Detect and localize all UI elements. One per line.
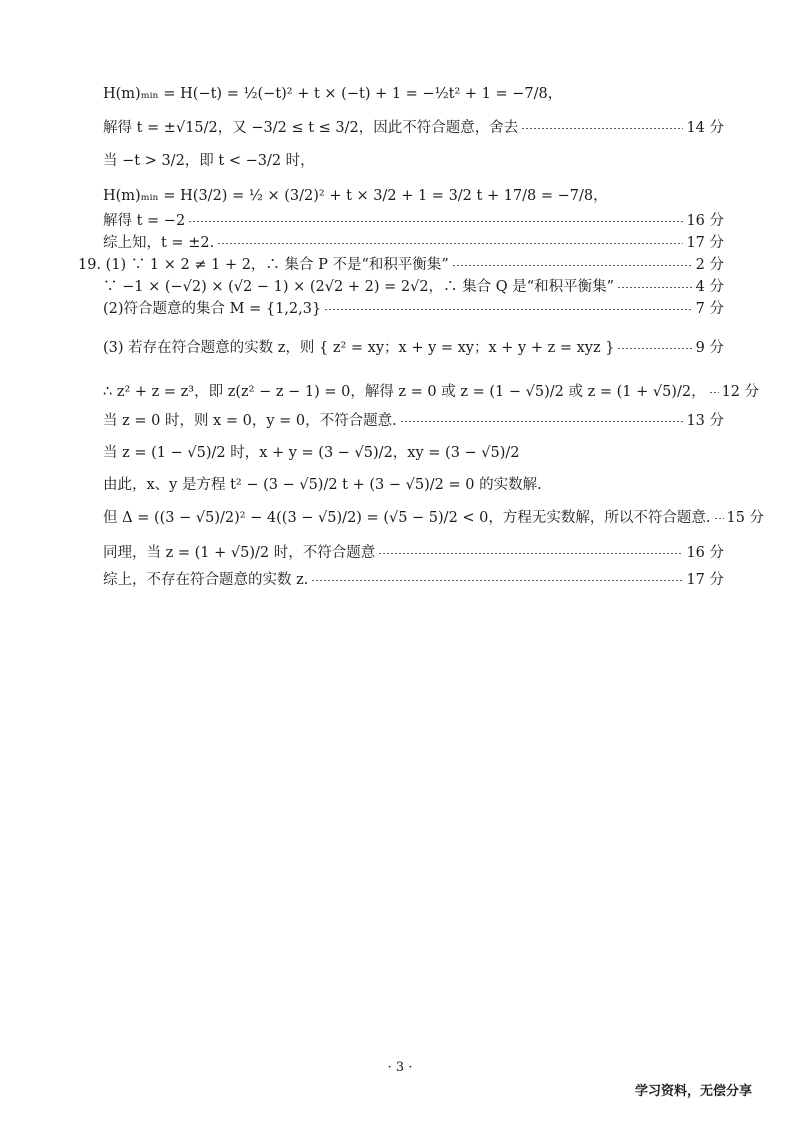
line-text: 19. (1) ∵ 1 × 2 ≠ 1 + 2，∴ 集合 P 不是“和积平衡集” — [78, 257, 449, 273]
solution-line — [103, 279, 724, 296]
line-text: 综上知，t = ±2. — [103, 235, 215, 251]
solution-line — [103, 477, 724, 494]
leader-dots — [188, 221, 683, 222]
score-label: 13 分 — [686, 413, 724, 429]
leader-dots — [378, 553, 683, 554]
footer-note: 学习资料，无偿分享 — [634, 1084, 752, 1099]
solution-line — [103, 572, 724, 589]
solution-line — [103, 153, 724, 170]
score-label: 17 分 — [686, 572, 724, 588]
score-label: 17 分 — [686, 235, 724, 251]
solution-line — [103, 445, 724, 462]
line-text: H(m)ₘᵢₙ = H(3/2) = ½ × (3/2)² + t × 3/2 + 1 = 3/2 t + 17/8 = −7/8， — [103, 188, 608, 204]
solution-line — [103, 235, 724, 252]
leader-dots — [400, 421, 684, 422]
line-text: 由此，x、y 是方程 t² − (3 − √5)/2 t + (3 − √5)/2 = 0 的实数解. — [103, 477, 542, 493]
line-text: 但 Δ = ((3 − √5)/2)² − 4((3 − √5)/2) = (√5 − 5)/2 < 0，方程无实数解，所以不符合题意. — [103, 510, 711, 526]
leader-dots — [617, 287, 693, 288]
score-label: 7 分 — [695, 301, 724, 317]
leader-dots — [714, 518, 724, 519]
line-text: (3) 若存在符合题意的实数 z，则 { z² = xy；x + y = xy；x + y + z = xyz } — [103, 340, 615, 356]
score-label: 12 分 — [721, 384, 760, 400]
line-text: ∵ −1 × (−√2) × (√2 − 1) × (2√2 + 2) = 2√2，∴ 集合 Q 是“和积平衡集” — [103, 279, 615, 295]
line-text: H(m)ₘᵢₙ = H(−t) = ½(−t)² + t × (−t) + 1 = −½t² + 1 = −7/8， — [103, 86, 563, 102]
line-text: 当 −t > 3/2，即 t < −3/2 时， — [103, 153, 315, 169]
line-text: ∴ z² + z = z³，即 z(z² − z − 1) = 0，解得 z = 0 或 z = (1 − √5)/2 或 z = (1 + √5)/2， — [103, 384, 706, 400]
leader-dots — [709, 392, 719, 393]
leader-dots — [217, 243, 683, 244]
solution-line — [103, 545, 724, 562]
line-text: 解得 t = −2 — [103, 213, 186, 229]
question-19-line — [78, 257, 724, 274]
solution-line — [103, 384, 760, 401]
line-text: (2)符合题意的集合 M = {1,2,3} — [103, 301, 322, 317]
score-label: 16 分 — [686, 213, 724, 229]
line-text: 解得 t = ±√15/2，又 −3/2 ≤ t ≤ 3/2，因此不符合题意，舍去 — [103, 120, 519, 136]
solution-line — [103, 213, 724, 230]
score-label: 4 分 — [695, 279, 724, 295]
solution-line — [103, 86, 724, 103]
solution-line — [103, 510, 765, 527]
line-text: 同理，当 z = (1 + √5)/2 时，不符合题意 — [103, 545, 376, 561]
leader-dots — [311, 580, 683, 581]
line-text: 当 z = 0 时，则 x = 0，y = 0，不符合题意. — [103, 413, 397, 429]
line-text: 当 z = (1 − √5)/2 时，x + y = (3 − √5)/2，xy = (3 − √5)/2 — [103, 445, 520, 461]
page-number: · 3 · — [387, 1060, 413, 1075]
solution-line — [103, 413, 724, 430]
score-label: 9 分 — [695, 340, 724, 356]
leader-dots — [452, 265, 693, 266]
leader-dots — [324, 309, 692, 310]
solution-line — [103, 301, 724, 318]
line-text: 综上，不存在符合题意的实数 z. — [103, 572, 309, 588]
score-label: 15 分 — [726, 510, 765, 526]
solution-line — [103, 340, 724, 357]
solution-line — [103, 120, 724, 137]
score-label: 2 分 — [695, 257, 724, 273]
leader-dots — [617, 348, 692, 349]
score-label: 16 分 — [686, 545, 724, 561]
solution-line — [103, 188, 724, 205]
leader-dots — [521, 128, 683, 129]
score-label: 14 分 — [686, 120, 724, 136]
